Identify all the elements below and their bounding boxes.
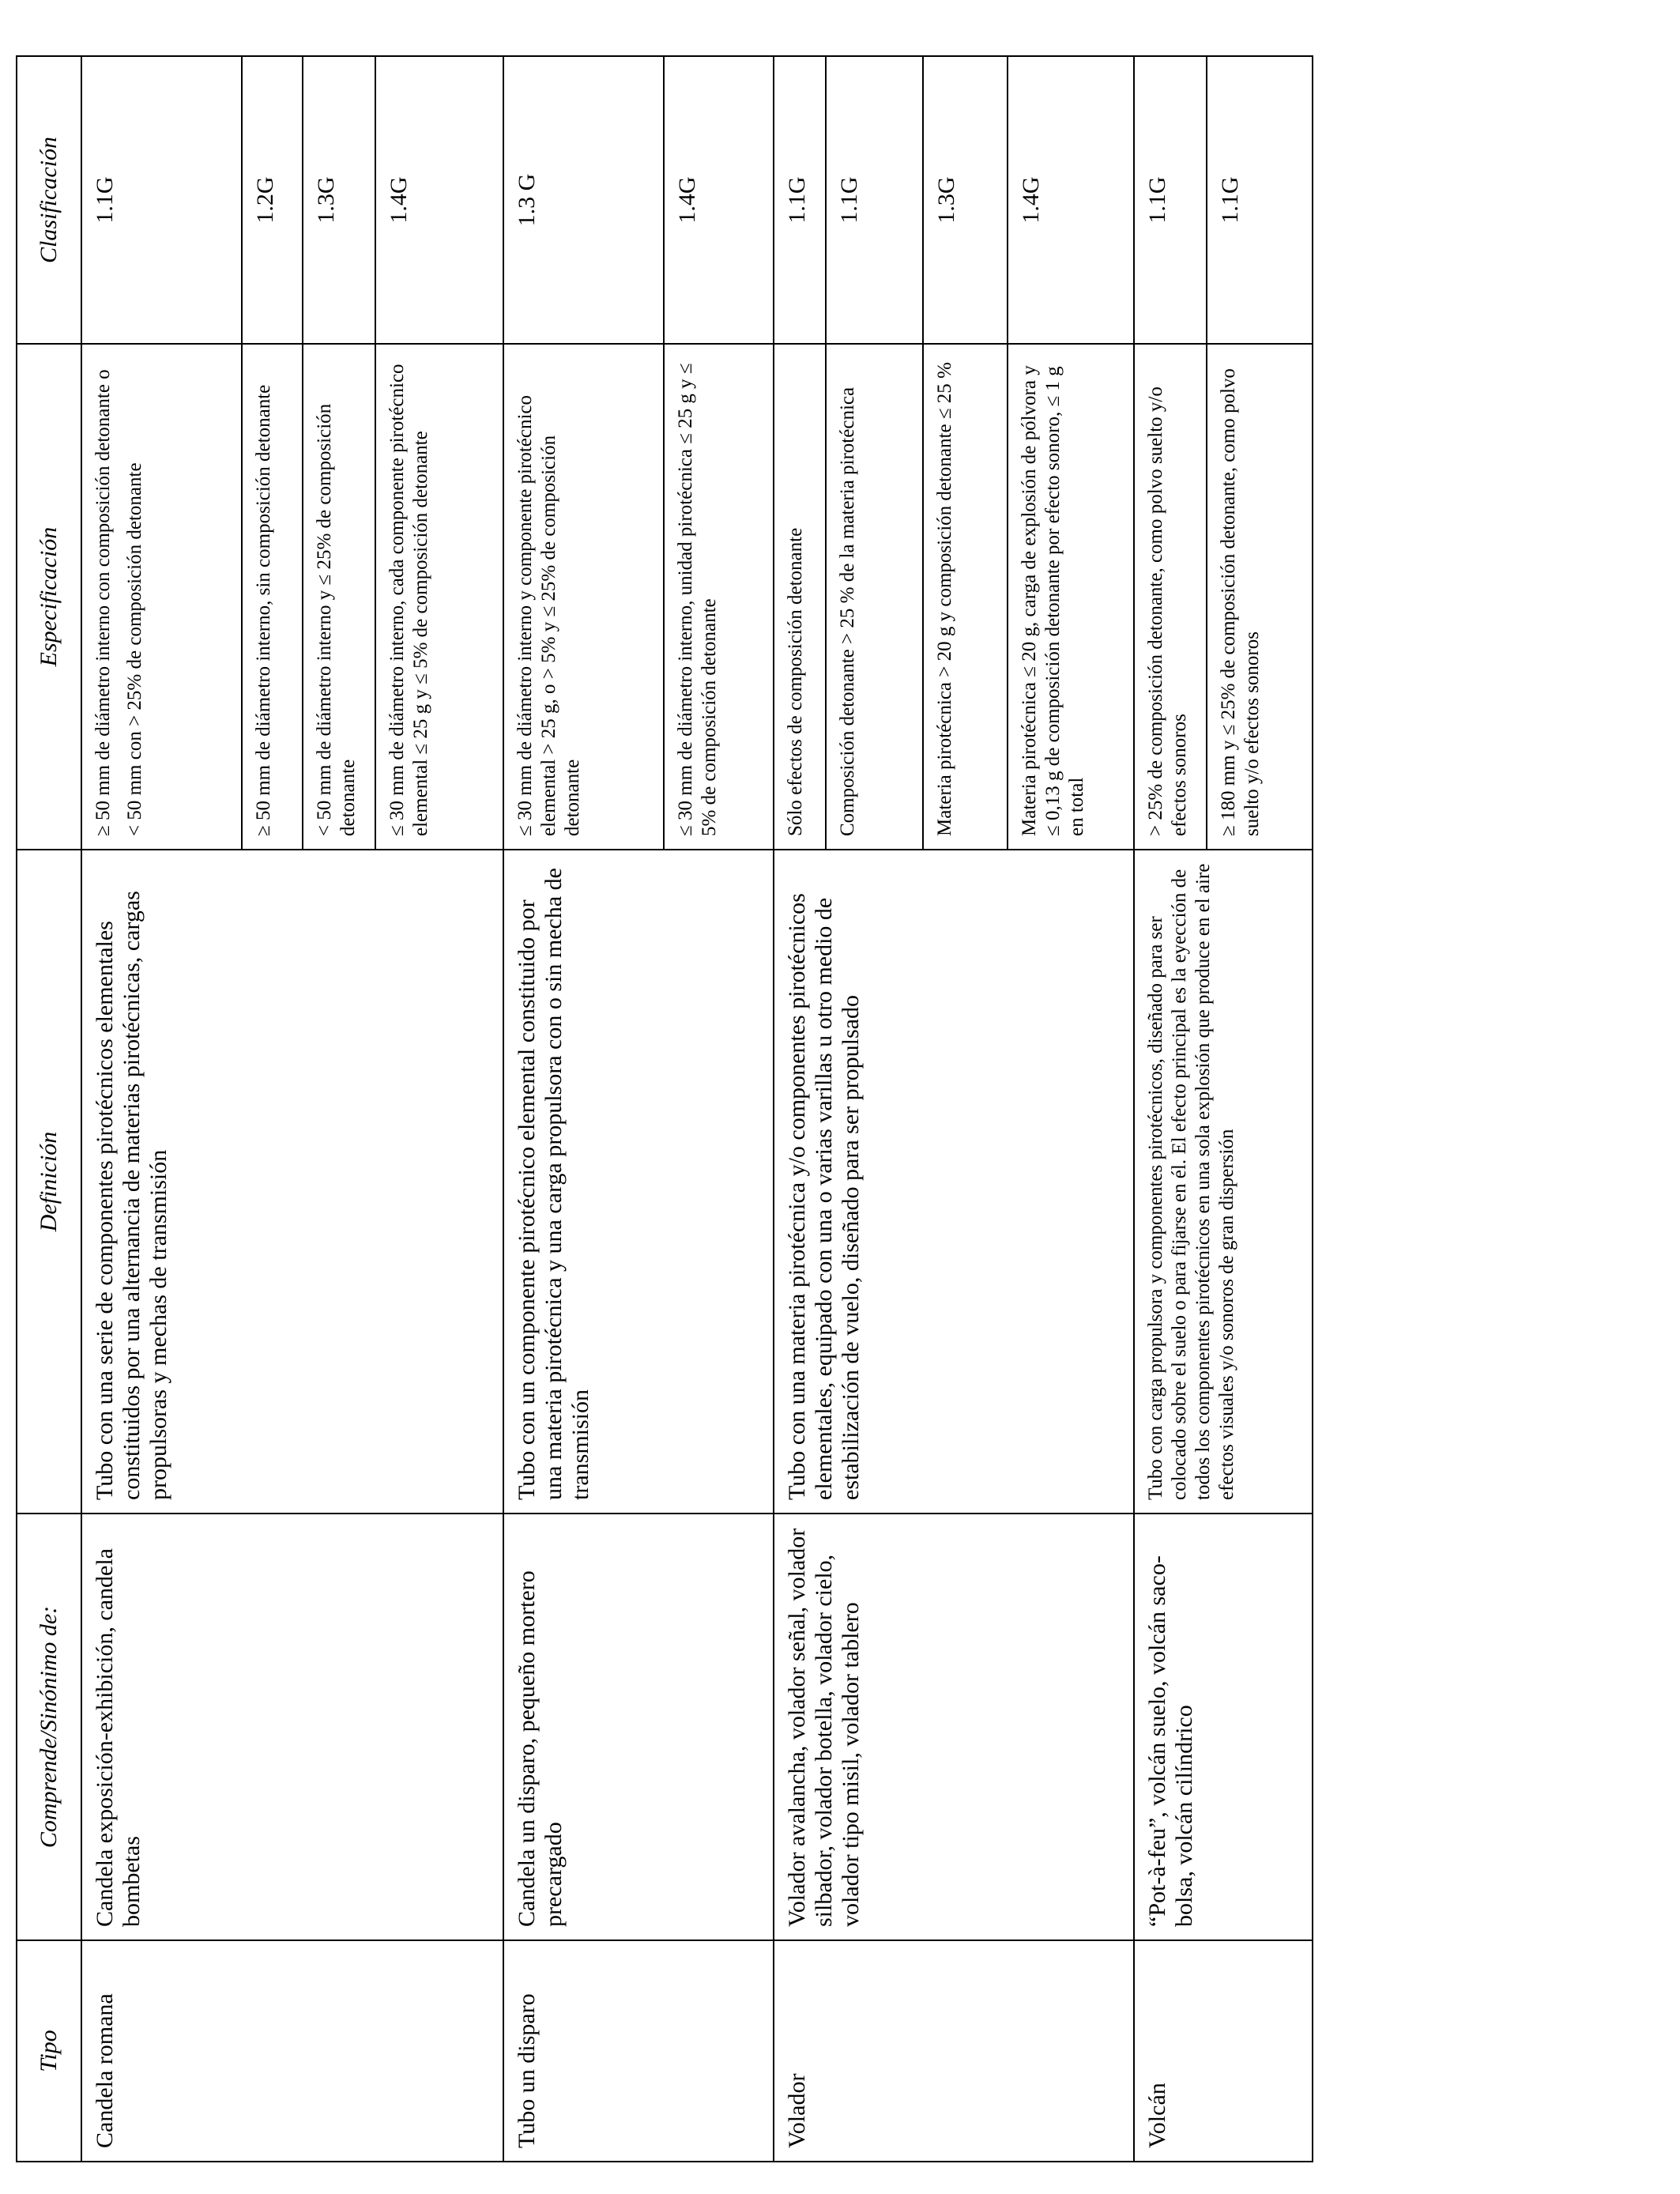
header-definicion: Definición xyxy=(17,850,81,1514)
table-row xyxy=(774,56,826,2162)
cell-clasificacion: 1.4G xyxy=(664,56,774,344)
especificacion-text: ≤ 30 mm de diámetro interno, cada componente pirotécnico elemental ≤ 25 g y ≤ 5% de composición detonante xyxy=(386,364,431,836)
cell-clasificacion: 1.1G xyxy=(81,56,242,344)
cell-tipo: Volador xyxy=(774,1940,1134,2162)
cell-definicion: Tubo con una materia pirotécnica y/o componentes pirotécnicos elementales, equipado con una o varias varillas u otro medio de estabilización de vuelo, diseñado para ser propulsado xyxy=(774,850,1134,1514)
table-body xyxy=(81,56,1313,2162)
cell-clasificacion: 1.2G xyxy=(242,56,303,344)
header-tipo: Tipo xyxy=(17,1940,81,2162)
especificacion-text: Composición detonante > 25 % de la materia pirotécnica xyxy=(837,386,859,836)
cell-clasificacion: 1.1G xyxy=(774,56,826,344)
especificacion-text: < 50 mm de diámetro interno y ≤ 25% de composición detonante xyxy=(313,403,359,836)
cell-comprende: Candela un disparo, pequeño mortero precargado xyxy=(503,1514,774,1940)
cell-definicion: Tubo con un componente pirotécnico elemental constituido por una materia pirotécnica y una carga propulsora con o sin mecha de transmisión xyxy=(503,850,774,1514)
cell-especificacion xyxy=(503,344,664,850)
cell-especificacion xyxy=(1207,344,1313,850)
cell-especificacion xyxy=(923,344,1008,850)
especificacion-text: ≤ 30 mm de diámetro interno, unidad pirotécnica ≤ 25 g y ≤ 5% de composición detonante xyxy=(675,363,721,836)
especificacion-text: ≤ 30 mm de diámetro interno y componente pirotécnico elemental > 25 g, o > 5% y ≤ 25% de composición detonante xyxy=(514,394,584,836)
cell-clasificacion: 1.3G xyxy=(923,56,1008,344)
cell-clasificacion: 1.4G xyxy=(375,56,503,344)
cell-tipo: Volcán xyxy=(1134,1940,1313,2162)
cell-especificacion xyxy=(774,344,826,850)
cell-especificacion xyxy=(242,344,303,850)
cell-especificacion xyxy=(826,344,923,850)
table-row xyxy=(1134,56,1207,2162)
rotated-table-container xyxy=(16,57,1313,2162)
table-row xyxy=(81,56,242,2162)
cell-comprende: Candela exposición-exhibición, candela bombetas xyxy=(81,1514,503,1940)
cell-tipo: Candela romana xyxy=(81,1940,503,2162)
cell-clasificacion: 1.1G xyxy=(1207,56,1313,344)
cell-definicion: Tubo con carga propulsora y componentes pirotécnicos, diseñado para ser colocado sobre el suelo o para fijarse en él. El efecto principal es la eyección de todos los componentes pirotécnicos en una sola explosión que produce en el aire efectos visuales y/o sonoros de gran dispersión xyxy=(1134,850,1313,1514)
header-especificacion: Especificación xyxy=(17,344,81,850)
especificacion-text: Materia pirotécnica ≤ 20 g, carga de explosión de pólvora y ≤ 0,13 g de composición detonante por efecto sonoro, ≤ 1 g en total xyxy=(1019,365,1088,836)
especificacion-text: Materia pirotécnica > 20 g y composición detonante ≤ 25 % xyxy=(934,362,956,836)
especificacion-text: Sólo efectos de composición detonante xyxy=(785,527,807,836)
cell-tipo: Tubo un disparo xyxy=(503,1940,774,2162)
cell-especificacion xyxy=(664,344,774,850)
cell-especificacion xyxy=(1008,344,1134,850)
cell-clasificacion: 1.3 G xyxy=(503,56,664,344)
cell-especificacion xyxy=(375,344,503,850)
table-row xyxy=(503,56,664,2162)
cell-especificacion xyxy=(1134,344,1207,850)
especificacion-text: < 50 mm con > 25% de composición detonante xyxy=(124,462,145,836)
cell-clasificacion: 1.1G xyxy=(1134,56,1207,344)
cell-comprende: “Pot-à-feu”, volcán suelo, volcán saco-bolsa, volcán cilíndrico xyxy=(1134,1514,1313,1940)
pyrotechnics-classification-table xyxy=(16,55,1313,2162)
especificacion-text: ≥ 50 mm de diámetro interno, sin composición detonante xyxy=(253,384,275,836)
cell-definicion: Tubo con una serie de componentes pirotécnicos elementales constituidos por una alternancia de materias pirotécnicas, cargas propulsoras y mechas de transmisión xyxy=(81,850,503,1514)
header-clasificacion: Clasificación xyxy=(17,56,81,344)
header-comprende: Comprende/Sinónimo de: xyxy=(17,1514,81,1940)
cell-especificacion xyxy=(303,344,375,850)
cell-clasificacion: 1.1G xyxy=(826,56,923,344)
cell-especificacion xyxy=(81,344,242,850)
especificacion-text: > 25% de composición detonante, como polvo suelto y/o efectos sonoros xyxy=(1145,386,1191,836)
especificacion-text: ≥ 50 mm de diámetro interno con composición detonante o xyxy=(92,369,114,836)
cell-clasificacion: 1.4G xyxy=(1008,56,1134,344)
header-row xyxy=(17,56,81,2162)
cell-clasificacion: 1.3G xyxy=(303,56,375,344)
especificacion-text: ≥ 180 mm y ≤ 25% de composición detonante, como polvo suelto y/o efectos sonoros xyxy=(1218,368,1264,836)
cell-comprende: Volador avalancha, volador señal, volador silbador, volador botella, volador cielo, volador tipo misil, volador tablero xyxy=(774,1514,1134,1940)
